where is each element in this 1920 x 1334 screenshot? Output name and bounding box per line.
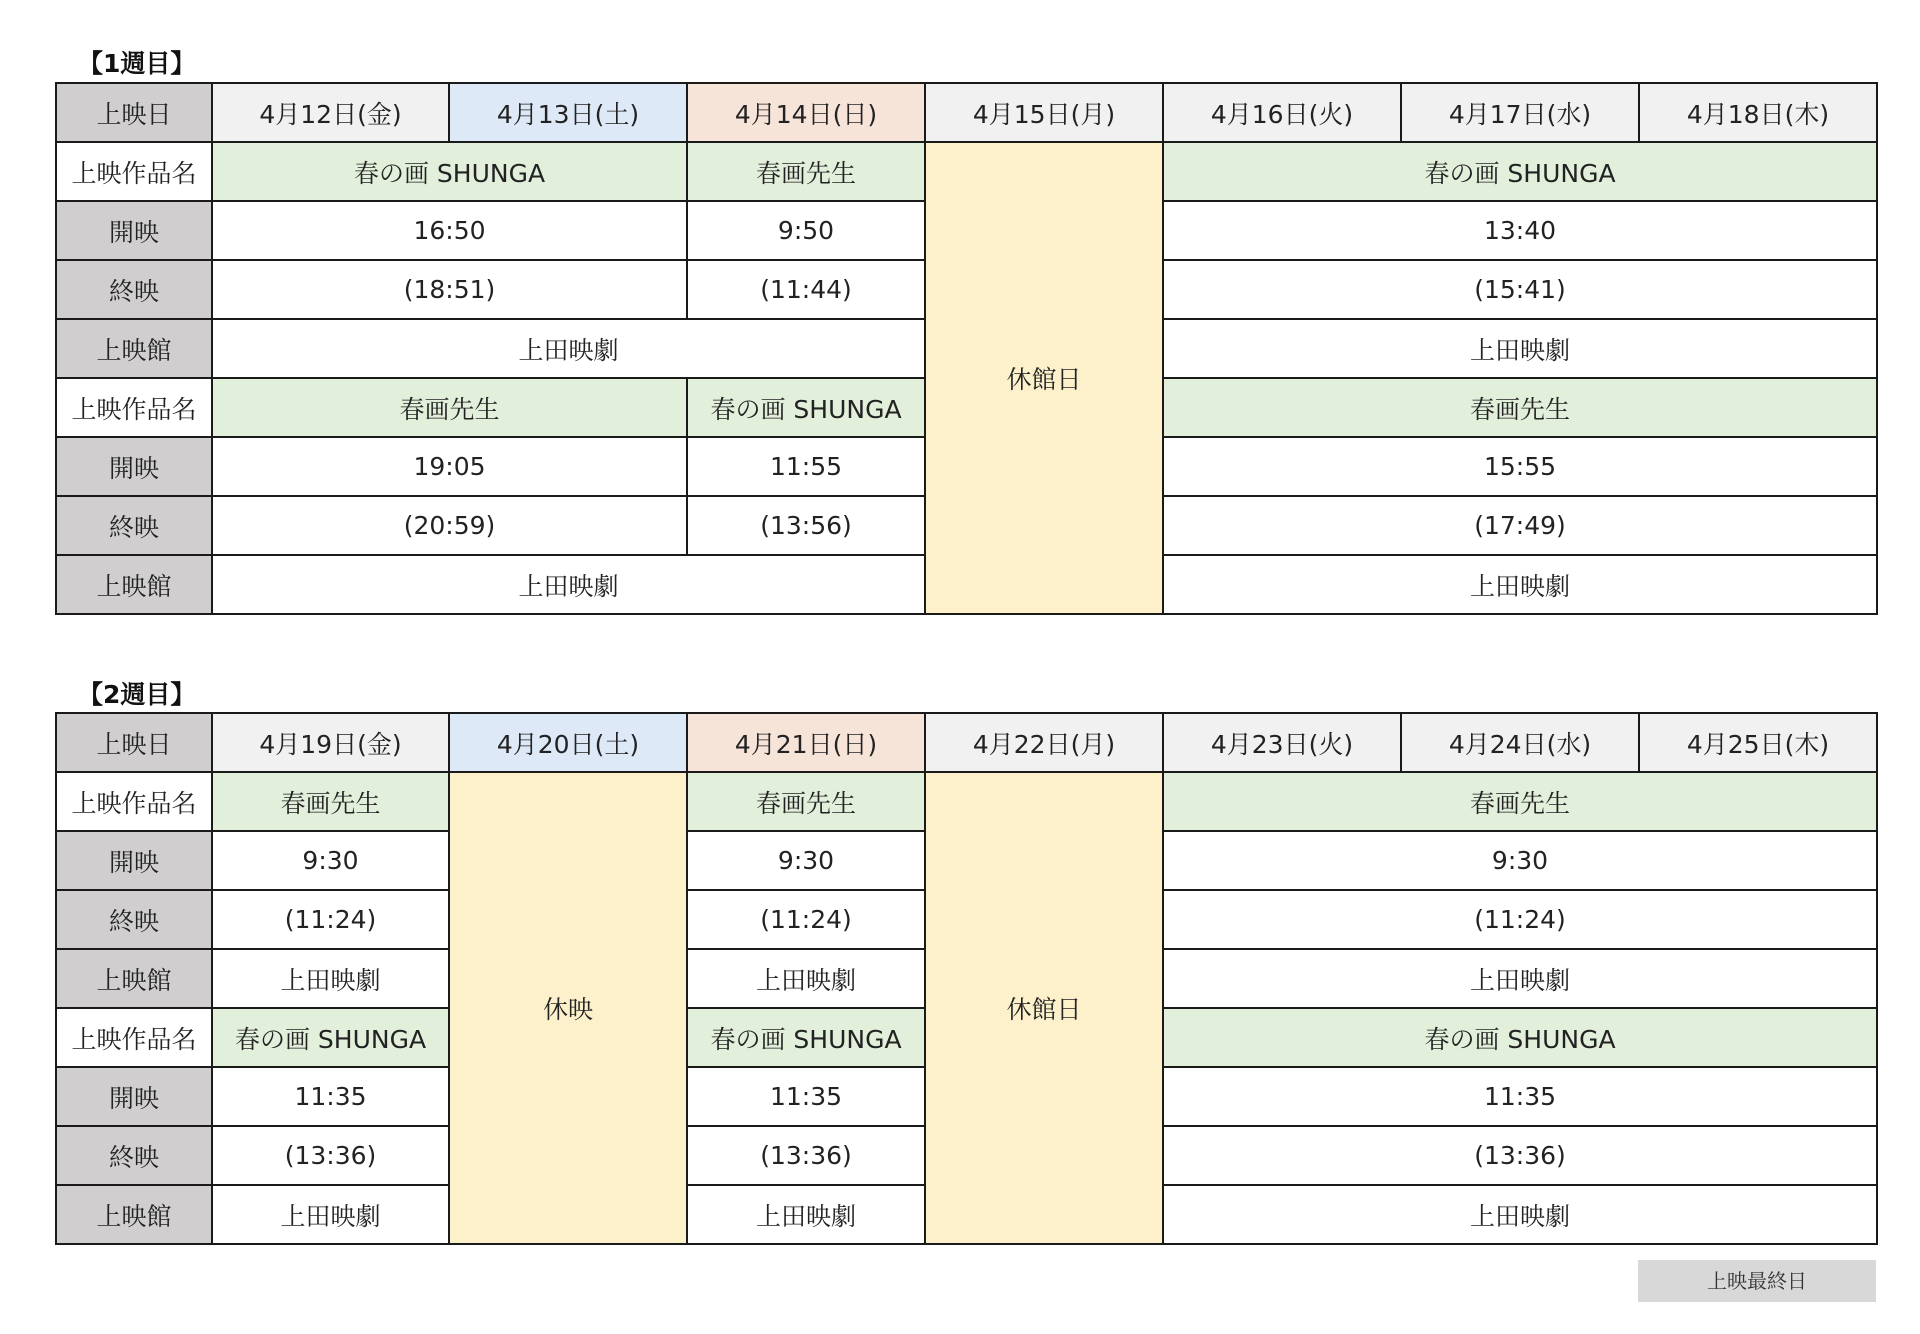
film-title-cell: 春画先生 xyxy=(212,378,687,437)
row-header-start: 開映 xyxy=(56,831,212,890)
film-title-cell: 春画先生 xyxy=(1163,772,1877,831)
week1-title-row-1 xyxy=(56,142,1877,201)
venue-cell: 上田映劇 xyxy=(212,555,925,614)
row-header-end: 終映 xyxy=(56,496,212,555)
date-cell: 4月24日(水) xyxy=(1401,713,1639,772)
closed-day-cell: 休館日 xyxy=(925,142,1163,614)
week2-title-row-1 xyxy=(56,772,1877,831)
venue-cell: 上田映劇 xyxy=(212,1185,449,1244)
row-header-date: 上映日 xyxy=(56,713,212,772)
film-title-cell: 春の画 SHUNGA xyxy=(1163,1008,1877,1067)
end-time-cell: (13:36) xyxy=(687,1126,925,1185)
row-header-start: 開映 xyxy=(56,201,212,260)
date-cell: 4月16日(火) xyxy=(1163,83,1401,142)
row-header-end: 終映 xyxy=(56,260,212,319)
date-cell: 4月18日(木) xyxy=(1639,83,1877,142)
no-screening-cell: 休映 xyxy=(449,772,687,1244)
end-time-cell: (11:44) xyxy=(687,260,925,319)
film-title-cell: 春画先生 xyxy=(687,772,925,831)
row-header-end: 終映 xyxy=(56,1126,212,1185)
week2-schedule-table xyxy=(55,712,1878,1245)
date-cell: 4月20日(土) xyxy=(449,713,687,772)
end-time-cell: (18:51) xyxy=(212,260,687,319)
date-cell: 4月23日(火) xyxy=(1163,713,1401,772)
end-time-cell: (13:36) xyxy=(212,1126,449,1185)
start-time-cell: 16:50 xyxy=(212,201,687,260)
row-header-venue: 上映館 xyxy=(56,949,212,1008)
film-title-cell: 春の画 SHUNGA xyxy=(687,378,925,437)
row-header-title: 上映作品名 xyxy=(56,772,212,831)
row-header-title: 上映作品名 xyxy=(56,1008,212,1067)
week2-date-row xyxy=(56,713,1877,772)
date-cell: 4月14日(日) xyxy=(687,83,925,142)
date-cell: 4月13日(土) xyxy=(449,83,687,142)
end-time-cell: (11:24) xyxy=(1163,890,1877,949)
week2-heading: 【2週目】 xyxy=(78,680,196,709)
date-cell: 4月12日(金) xyxy=(212,83,449,142)
venue-cell: 上田映劇 xyxy=(687,1185,925,1244)
start-time-cell: 13:40 xyxy=(1163,201,1877,260)
date-cell: 4月19日(金) xyxy=(212,713,449,772)
week1-schedule-table xyxy=(55,82,1878,615)
date-cell: 4月25日(木) xyxy=(1639,713,1877,772)
start-time-cell: 11:55 xyxy=(687,437,925,496)
row-header-start: 開映 xyxy=(56,1067,212,1126)
end-time-cell: (11:24) xyxy=(687,890,925,949)
row-header-start: 開映 xyxy=(56,437,212,496)
start-time-cell: 9:30 xyxy=(212,831,449,890)
film-title-cell: 春画先生 xyxy=(687,142,925,201)
start-time-cell: 11:35 xyxy=(1163,1067,1877,1126)
start-time-cell: 9:30 xyxy=(687,831,925,890)
venue-cell: 上田映劇 xyxy=(1163,1185,1877,1244)
start-time-cell: 11:35 xyxy=(687,1067,925,1126)
date-cell: 4月22日(月) xyxy=(925,713,1163,772)
film-title-cell: 春の画 SHUNGA xyxy=(212,142,687,201)
date-cell: 4月21日(日) xyxy=(687,713,925,772)
week1-heading: 【1週目】 xyxy=(78,49,196,78)
row-header-venue: 上映館 xyxy=(56,319,212,378)
film-title-cell: 春の画 SHUNGA xyxy=(687,1008,925,1067)
start-time-cell: 19:05 xyxy=(212,437,687,496)
last-day-legend: 上映最終日 xyxy=(1638,1260,1876,1302)
row-header-venue: 上映館 xyxy=(56,555,212,614)
date-cell: 4月17日(水) xyxy=(1401,83,1639,142)
end-time-cell: (13:36) xyxy=(1163,1126,1877,1185)
end-time-cell: (15:41) xyxy=(1163,260,1877,319)
venue-cell: 上田映劇 xyxy=(687,949,925,1008)
row-header-title: 上映作品名 xyxy=(56,142,212,201)
film-title-cell: 春画先生 xyxy=(1163,378,1877,437)
closed-day-cell: 休館日 xyxy=(925,772,1163,1244)
row-header-title: 上映作品名 xyxy=(56,378,212,437)
end-time-cell: (17:49) xyxy=(1163,496,1877,555)
venue-cell: 上田映劇 xyxy=(212,319,925,378)
film-title-cell: 春画先生 xyxy=(212,772,449,831)
film-title-cell: 春の画 SHUNGA xyxy=(212,1008,449,1067)
start-time-cell: 11:35 xyxy=(212,1067,449,1126)
venue-cell: 上田映劇 xyxy=(1163,555,1877,614)
start-time-cell: 9:50 xyxy=(687,201,925,260)
date-cell: 4月15日(月) xyxy=(925,83,1163,142)
week1-date-row xyxy=(56,83,1877,142)
venue-cell: 上田映劇 xyxy=(1163,319,1877,378)
start-time-cell: 9:30 xyxy=(1163,831,1877,890)
end-time-cell: (20:59) xyxy=(212,496,687,555)
end-time-cell: (11:24) xyxy=(212,890,449,949)
venue-cell: 上田映劇 xyxy=(212,949,449,1008)
row-header-venue: 上映館 xyxy=(56,1185,212,1244)
venue-cell: 上田映劇 xyxy=(1163,949,1877,1008)
row-header-end: 終映 xyxy=(56,890,212,949)
row-header-date: 上映日 xyxy=(56,83,212,142)
start-time-cell: 15:55 xyxy=(1163,437,1877,496)
end-time-cell: (13:56) xyxy=(687,496,925,555)
film-title-cell: 春の画 SHUNGA xyxy=(1163,142,1877,201)
